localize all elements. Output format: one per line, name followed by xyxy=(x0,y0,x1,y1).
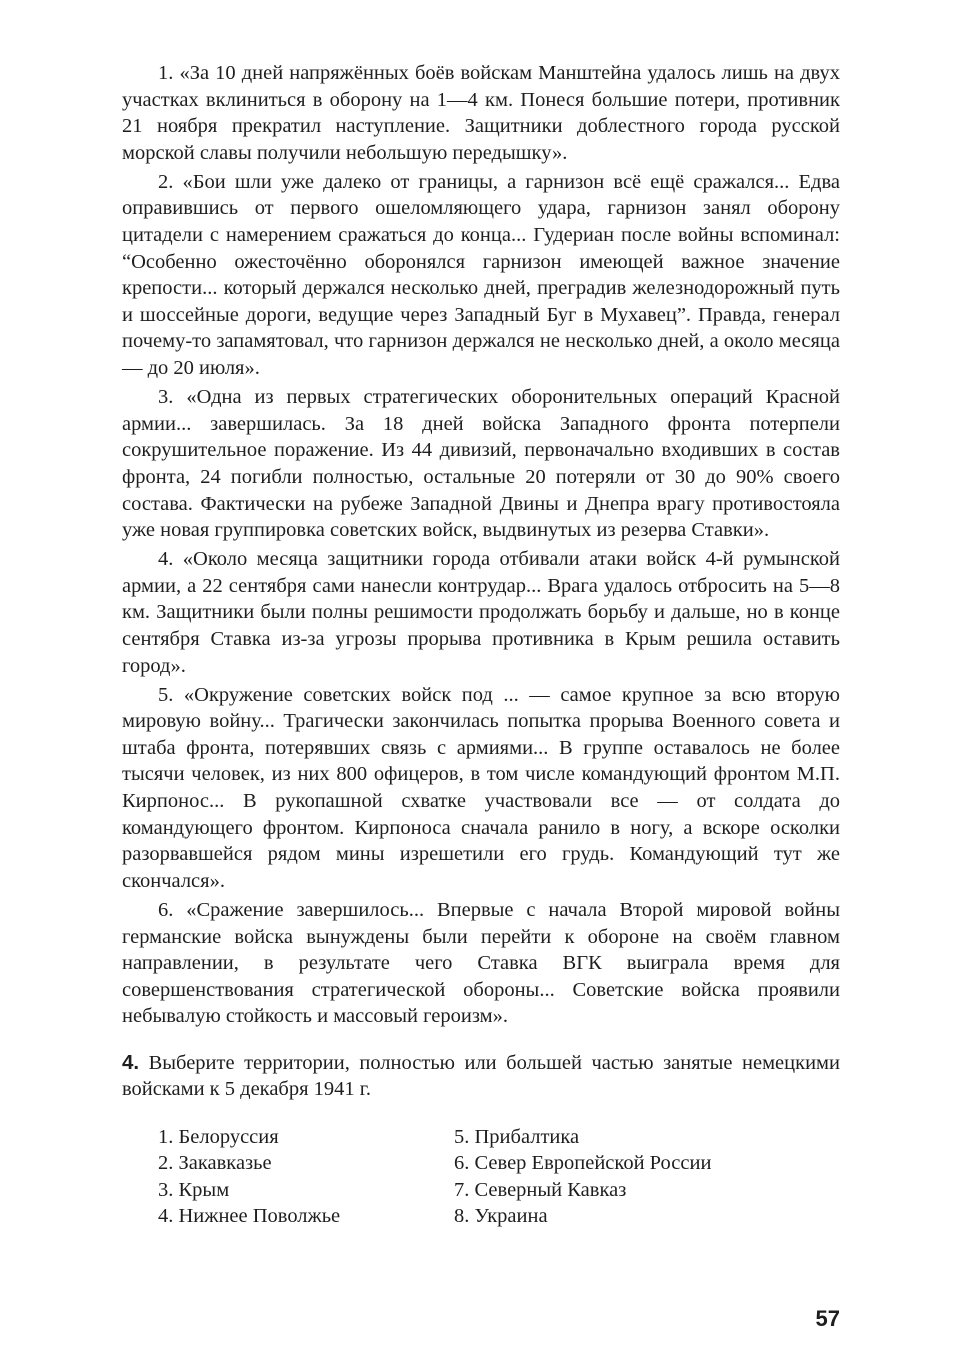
option-3: 3. Крым xyxy=(158,1178,230,1201)
option-8: 8. Украина xyxy=(454,1205,548,1228)
option-7: 7. Северный Кавказ xyxy=(454,1178,627,1201)
quote-paragraph-1: 1. «За 10 дней напряжённых боёв войскам Манштейна удалось лишь на двух участках вклиниться в оборону на 1—4 км. Понеся большие потери, противник 21 ноября прекратил наступление. Защитники доблестного города русской морской славы получили небольшую передышку». xyxy=(122,62,840,164)
option-2: 2. Закавказье xyxy=(158,1152,272,1175)
option-1: 1. Белоруссия xyxy=(158,1125,279,1148)
task-number: 4. xyxy=(122,1050,140,1074)
option-6: 6. Север Европейской России xyxy=(454,1152,712,1175)
quote-paragraph-3: 3. «Одна из первых стратегических оборонительных операций Красной армии... завершилась. За 18 дней войска Западного фронта потерпели сокрушительное поражение. Из 44 дивизий, первоначально входивших в состав фронта, 24 погибли полностью, остальные 20 потеряли от 30 до 90% своего состава. Фактически на рубеже Западной Двины и Днепра врагу противостояла уже новая группировка советских войск, выдвинутых из резерва Ставки». xyxy=(122,386,840,542)
page-number: 57 xyxy=(815,1306,840,1331)
task-text: Выберите территории, полностью или большей частью занятые немецкими войсками к 5 декабря 1941 г. xyxy=(122,1051,840,1101)
answer-options xyxy=(158,1124,840,1230)
task-4-prompt xyxy=(122,1050,840,1103)
quote-paragraph-2: 2. «Бои шли уже далеко от границы, а гарнизон всё ещё сражался... Едва оправившись от первого ошеломляющего удара, гарнизон занял оборону цитадели с намерением сражаться до конца... Гудериан после войны вспоминал: “Особенно ожесточённо оборонялся гарнизон имеющей важное значение крепости... который держался несколько дней, преградив железнодорожный путь и шоссейные дороги, ведущие через Западный Буг в Мухавец”. Правда, генерал почему-то запамятовал, что гарнизон держался не несколько дней, а около месяца — до 20 июля». xyxy=(122,170,840,380)
quote-paragraph-6: 6. «Сражение завершилось... Впервые с начала Второй мировой войны германские войска вынуждены были перейти к обороне на своём главном направлении, в результате чего Ставка ВГК выиграла время для совершенствования стратегической обороны... Советские войска проявили небывалую стойкость и массовый героизм». xyxy=(122,898,840,1028)
option-5: 5. Прибалтика xyxy=(454,1125,580,1148)
quote-paragraph-5: 5. «Окружение советских войск под ... — самое крупное за всю вторую мировую войну... Трагически закончилась попытка прорыва Военного совета и штаба фронта, потерявших связь с армиями... В группе оставалось не более тысячи человек, из них 800 офицеров, в том числе командующий фронтом М.П. Кирпонос... В рукопашной схватке участвовали все — от солдата до командующего фронтом. Кирпоноса сначала ранило в ногу, а вскоре осколки разорвавшейся рядом мины изрешетили его грудь. Командующий тут же скончался». xyxy=(122,683,840,892)
quote-paragraph-4: 4. «Около месяца защитники города отбивали атаки войск 4-й румынской армии, а 22 сентября сами нанесли контрудар... Врага удалось отбросить на 5—8 км. Защитники были полны решимости продолжать борьбу и дальше, но в конце сентября Ставка из-за угрозы прорыва противника в Крым решила оставить город». xyxy=(122,548,840,677)
option-4: 4. Нижнее Поволжье xyxy=(158,1205,341,1228)
page-content xyxy=(122,60,840,1230)
